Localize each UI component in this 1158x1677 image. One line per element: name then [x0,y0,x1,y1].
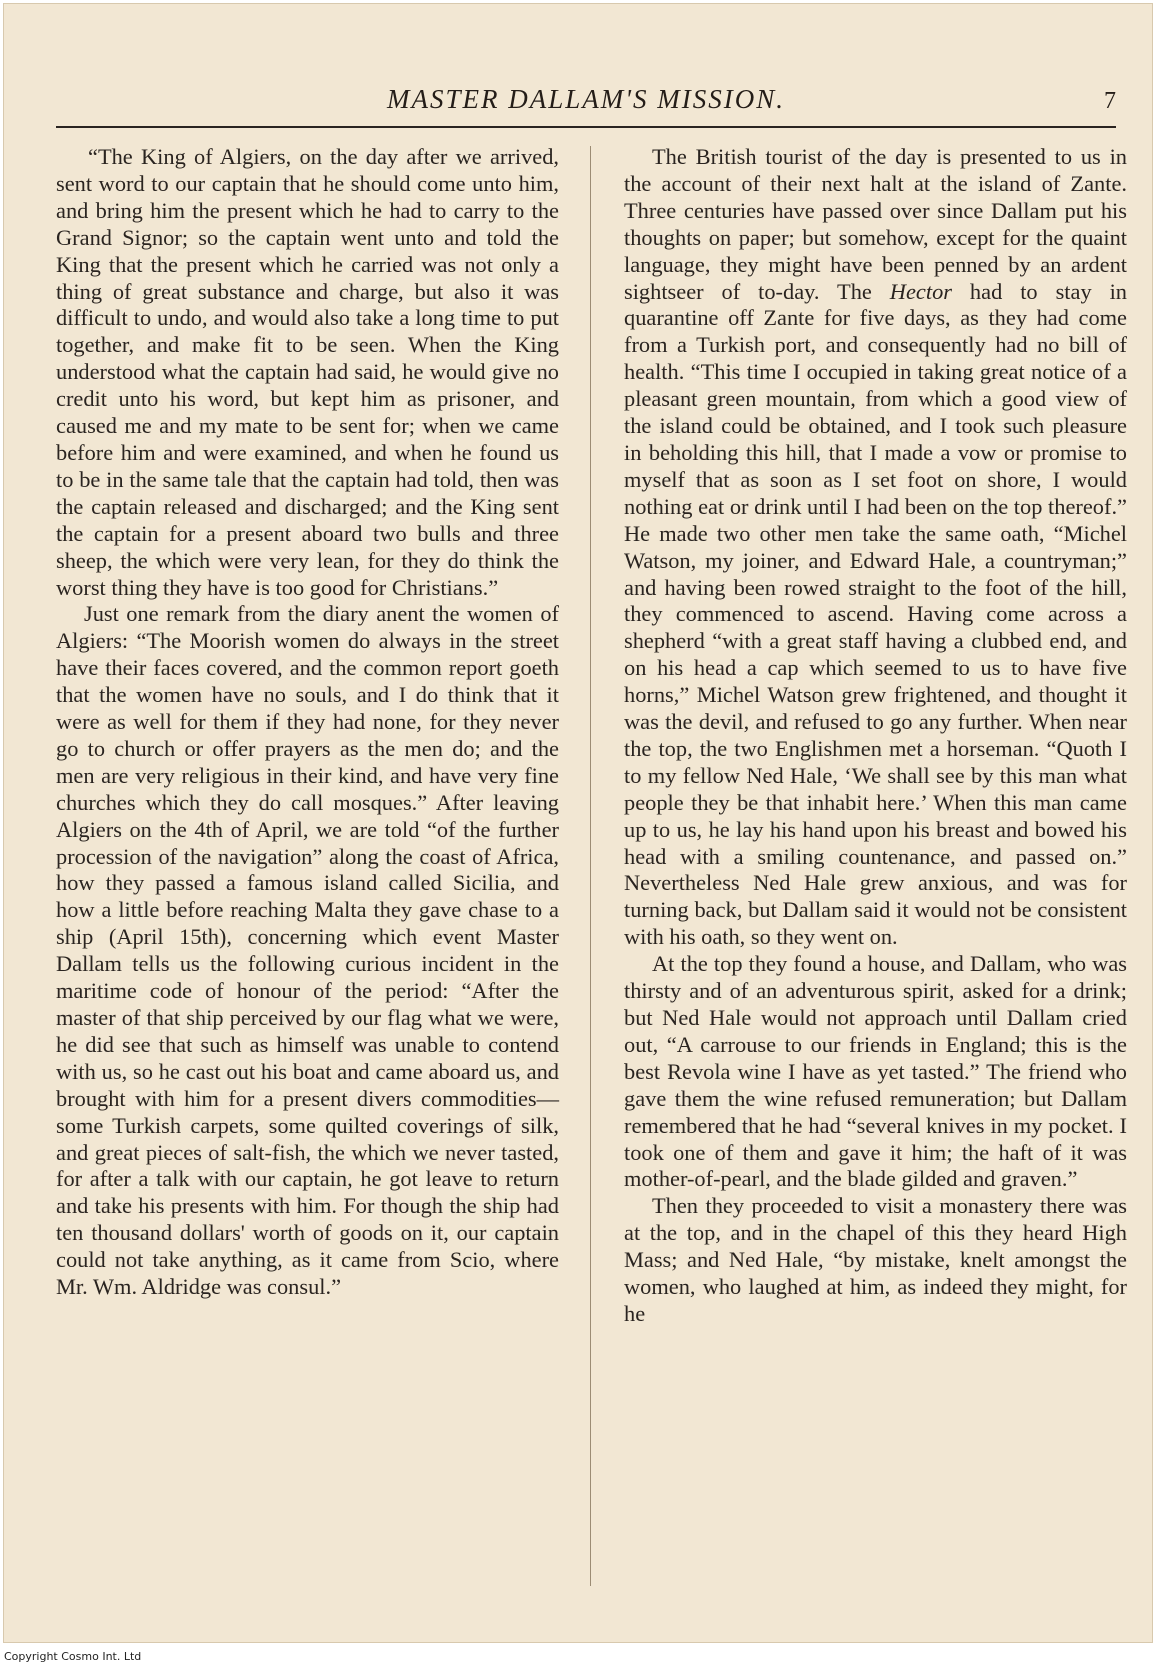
paragraph-zante [624,144,1127,951]
zante-text-after: had to stay in quarantine off Zante for five days, as they had come from a Turkish port, and consequently had no bill of health. “This time I occupied in taking great notice of a pleasant green mountain, from which a good view of the island could be obtained, and I took such pleasure in beholding this hill, that I made a vow or promise to myself that as soon as I set foot on shore, I would nothing eat or drink until I had been on the top thereof.” He made two other men take the same oath, “Michel Watson, my joiner, and Edward Hale, a countryman;” and having been rowed straight to the foot of the hill, they commenced to ascend. Having come across a shepherd “with a great staff having a clubbed end, and on his head a cap which seemed to us to have five horns,” Michel Watson grew frightened, and thought it was the devil, and refused to go any further. When near the top, the two Englishmen met a horseman. “Quoth I to my fellow Ned Hale, ‘We shall see by this man what people they be that inhabit here.’ When this man came up to us, he lay his hand upon his breast and bowed his head with a smiling countenance, and passed on.” Nevertheless Ned Hale grew anxious, and was for turning back, but Dallam said it would not be consistent with his oath, so they went on. [624,278,1128,950]
zante-text-before: The British tourist of the day is presented to us in the account of their next halt at the island of Zante. Three centuries have passed over since Dallam put his thoughts on paper; but somehow, except for the quaint language, they might have been penned by an ardent sightseer of to-day. The [624,144,1127,304]
ship-name-hector: Hector [889,278,952,304]
left-column [56,144,559,1301]
paragraph-king-of-algiers: “The King of Algiers, on the day after we arrived, sent word to our captain that he should come unto him, and bring him the present which he had to carry to the Grand Signor; so the captain went unto and told the King that the present which he carried was not only a thing of great substance and charge, but also it was difficult to undo, and would also take a long time to put together, and make fit to be seen. When the King understood what the captain had said, he would give no credit unto his word, but kept him as prisoner, and caused me and my mate to be sent for; when we came before him and were examined, and when he found us to be in the same tale that the captain had told, then was the captain released and discharged; and the King sent the captain for a present aboard two bulls and three sheep, the which were very lean, for they do think the worst thing they have is too good for Christians.” [56,144,559,600]
magazine-page [3,3,1153,1643]
paragraph-house-on-top: At the top they found a house, and Dallam, who was thirsty and of an adventurous spirit, asked for a drink; but Ned Hale would not approach until Dallam cried out, “A carrouse to our friends in England; this is the best Revola wine I have as yet tasted.” The friend who gave them the wine refused remuneration; but Dallam remembered that he had “several knives in my pocket. I took one of them and gave it him; the haft of it was mother-of-pearl, and the blade gilded and graven.” [624,951,1127,1192]
right-column [624,144,1127,1328]
column-divider [590,146,591,1586]
paragraph-women-of-algiers: Just one remark from the diary anent the women of Algiers: “The Moorish women do always in the street have their faces covered, and the common report goeth that the women have no souls, and I do think that it were as well for them if they had none, for they never go to church or offer prayers as the men do; and the men are very religious in their kind, and have very fine churches which they do call mosques.” After leaving Algiers on the 4th of April, we are told “of the further procession of the navigation” along the coast of Africa, how they passed a famous island called Sicilia, and how a little before reaching Malta they gave chase to a ship (April 15th), concerning which event Master Dallam tells us the following curious incident in the maritime code of honour of the period: “After the master of that ship perceived by our flag what we were, he did see that such as himself was unable to contend with us, so he cast out his boat and came aboard us, and brought with him for a present divers commodities—some Turkish carpets, some quilted coverings of silk, and great pieces of salt-fish, the which we never tasted, for after a talk with our captain, he got leave to return and take his presents with him. For though the ship had ten thousand dollars' worth of goods on it, our captain could not take anything, as it came from Scio, where Mr. Wm. Aldridge was consul.” [56,601,559,1300]
page-header [56,78,1116,128]
paragraph-monastery: Then they proceeded to visit a monastery there was at the top, and in the chapel of this they heard High Mass; and Ned Hale, “by mistake, knelt amongst the women, who laughed at him, as indeed they might, for he [624,1193,1127,1326]
page-number: 7 [1104,88,1116,114]
running-title: MASTER DALLAM'S MISSION. [387,84,785,114]
copyright-notice: Copyright Cosmo Int. Ltd [4,1650,142,1663]
